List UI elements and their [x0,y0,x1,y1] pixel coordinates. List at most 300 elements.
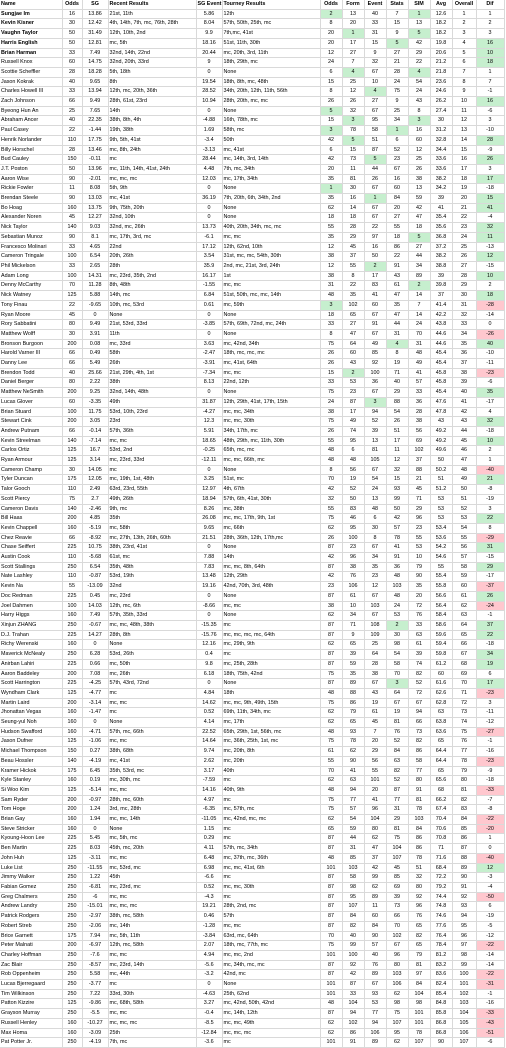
table-cell: 22.52 [196,727,222,737]
table-cell: mc, 41st [222,145,320,155]
table-cell: -33 [476,785,504,795]
table-cell: 78.4 [430,941,452,951]
table-cell: 65th, mc, mc [222,446,320,456]
player-name-cell: Paul Casey [0,126,62,136]
table-cell: 32nd, mc, 26th [108,223,196,233]
table-cell: 25 [386,106,408,116]
table-cell: 52 [342,485,364,495]
table-cell: 75 [320,417,342,427]
table-cell: mc, 33rd [108,339,196,349]
table-cell: None [222,543,320,553]
table-cell: -2.46 [82,504,108,514]
table-cell: mc, mc [222,921,320,931]
table-cell: 29 [408,504,430,514]
table-cell: 7.49 [82,48,108,58]
table-cell: 96 [408,514,430,524]
table-cell: 94 [342,785,364,795]
table-cell: mc, mc, 30th [222,417,320,427]
table-cell: 1 [342,29,364,39]
table-cell: 12 [408,145,430,155]
table-cell: 71 [430,844,452,854]
table-cell: 67 [408,698,430,708]
table-cell: 103 [408,815,430,825]
table-cell: 20 [320,164,342,174]
table-row [0,135,504,145]
table-cell: 59 [408,194,430,204]
table-cell: 8.1 [82,232,108,242]
table-cell: 27 [452,261,476,271]
table-cell: 103 [364,601,386,611]
table-cell: 19.21 [196,902,222,912]
table-cell: 200 [62,795,82,805]
table-cell: 34th, 20th, 12th, 11th, 56th [222,87,320,97]
table-cell: 250 [62,950,82,960]
table-cell: 0 [196,465,222,475]
table-cell: -7.6 [82,950,108,960]
table-cell: 29 [386,815,408,825]
table-cell: 87 [320,882,342,892]
table-cell: 38.8 [430,261,452,271]
column-header: SIM [408,0,430,9]
table-cell: 45 [62,213,82,223]
table-cell: 27 [386,213,408,223]
table-cell: 17.12 [196,242,222,252]
table-row [0,194,504,204]
table-cell: -6.35 [196,805,222,815]
table-cell: 67 [364,611,386,621]
table-cell: 46 [342,514,364,524]
table-cell: 57th, mc, 34th [222,844,320,854]
table-cell: mc, mc, 17th, 9th, 1st [222,514,320,524]
table-cell: -1 [476,989,504,999]
table-cell: 14.16 [196,785,222,795]
table-cell: 28th, 36th, 12th, 17th,mc [222,533,320,543]
table-cell: 86 [342,698,364,708]
table-cell: 225 [62,659,82,669]
table-cell: 160 [62,815,82,825]
table-cell: 12.97 [196,485,222,495]
table-cell: 102 [386,931,408,941]
table-cell: 20 [386,203,408,213]
table-cell: -9.65 [82,300,108,310]
table-cell: 87 [320,873,342,883]
table-cell: 87 [320,902,342,912]
table-cell: 8 [386,349,408,359]
table-cell: 3 [320,300,342,310]
table-cell: 39 [430,194,452,204]
table-row [0,892,504,902]
table-cell: 21.8 [430,67,452,77]
table-cell: 76 [408,611,430,621]
table-cell: 64 [364,650,386,660]
player-name-cell: Richy Werenski [0,640,62,650]
table-cell: 160 [62,727,82,737]
table-cell: 4.85 [82,514,108,524]
table-row [0,514,504,524]
table-row [0,203,504,213]
table-cell: 29 [386,388,408,398]
table-cell: 59.8 [430,650,452,660]
table-cell: 57th, 50th, 25th, mc [222,19,320,29]
table-cell: mc, mc [108,950,196,960]
table-cell: 140 [62,756,82,766]
table-cell: mc, 42nd, 50th, 42nd [222,999,320,1009]
table-cell: mc [222,795,320,805]
table-cell: 92 [408,892,430,902]
table-cell: 63 [408,630,430,640]
table-row [0,67,504,77]
table-cell: 70.6 [430,824,452,834]
table-cell: -0.97 [82,795,108,805]
table-cell: 75 [386,1009,408,1019]
table-cell: -3.84 [196,931,222,941]
player-name-cell: Stewart Cink [0,417,62,427]
table-row [0,504,504,514]
table-cell: 160 [62,1028,82,1038]
table-row [0,931,504,941]
table-cell: 38th, 8th, 4th [108,116,196,126]
table-cell: 86.8 [430,1018,452,1028]
table-cell: -7 [476,795,504,805]
table-cell: 53rd, 10th, 23rd [108,407,196,417]
table-cell: 4.97 [196,795,222,805]
table-cell: 32 [386,465,408,475]
table-cell: 14.62 [196,698,222,708]
table-cell: 101 [408,1018,430,1028]
table-cell: 81 [342,174,364,184]
table-cell: 40 [62,77,82,87]
table-row [0,553,504,563]
table-cell: 4th, 14th, 7th, mc, 76th, 28th [108,19,196,29]
table-cell: None [222,106,320,116]
player-name-cell: Kevin Streelman [0,436,62,446]
table-cell: 10 [476,271,504,281]
table-cell: -4.25 [82,679,108,689]
table-cell: 1 [476,834,504,844]
table-cell: 88 [408,465,430,475]
table-cell: 86 [408,747,430,757]
table-cell: 17 [476,679,504,689]
table-cell: 53rd, 19th [108,572,196,582]
table-cell: 71.6 [430,853,452,863]
table-row [0,485,504,495]
table-cell: 8.26 [196,504,222,514]
table-cell: 84 [364,921,386,931]
table-cell: 14.64 [196,737,222,747]
table-cell: 20th, 26th [108,252,196,262]
table-cell: 19 [386,708,408,718]
table-cell: 2 [386,621,408,631]
table-cell: 20.44 [196,48,222,58]
table-cell: 40th [222,766,320,776]
table-cell: 20.6 [430,48,452,58]
table-row [0,912,504,922]
table-cell: mc, 17th, 3rd, mc [108,232,196,242]
table-cell: 87 [320,970,342,980]
table-cell: 42 [408,203,430,213]
table-cell: 21st, 29th, 4th, 1st [108,368,196,378]
player-name-cell: Harold Varner III [0,349,62,359]
table-cell: 15 [386,19,408,29]
player-name-cell: Byeong Hun An [0,106,62,116]
table-cell: 125 [62,737,82,747]
table-cell: None [108,718,196,728]
table-cell: 42 [408,38,430,48]
table-cell: 18.16 [196,38,222,48]
table-cell: 42 [364,863,386,873]
table-cell: 28 [62,67,82,77]
table-cell: -15.01 [82,902,108,912]
player-name-cell: Denny McCarthy [0,281,62,291]
table-cell: -1.47 [82,708,108,718]
table-cell: 74.8 [430,902,452,912]
table-cell: 101 [320,863,342,873]
table-cell: mc, 20th [222,756,320,766]
player-name-cell: Rory Sabbatini [0,320,62,330]
table-cell: 23 [342,543,364,553]
table-cell: mc, 42nd, 34th [222,339,320,349]
table-cell: 4.48 [196,164,222,174]
table-cell: 37 [430,291,452,301]
table-cell: -8 [476,485,504,495]
table-row [0,116,504,126]
table-row [0,902,504,912]
player-name-cell: Matthew NeSmith [0,388,62,398]
table-cell: 2.07 [196,941,222,951]
table-cell: 18 [476,58,504,68]
table-cell: -6 [82,892,108,902]
table-cell: 12.05 [82,475,108,485]
table-cell: -23 [476,756,504,766]
table-cell: 28 [452,271,476,281]
table-cell: 3 [476,698,504,708]
table-cell: 10 [342,601,364,611]
table-cell: 47 [364,844,386,854]
table-cell: 62 [364,882,386,892]
table-cell: 23 [386,155,408,165]
table-cell: 77 [364,1009,386,1019]
player-name-cell: Grayson Murray [0,1009,62,1019]
player-name-cell: Wyndham Clark [0,688,62,698]
table-cell: 45.4 [430,349,452,359]
table-cell: 33.6 [430,155,452,165]
table-cell: 64 [452,621,476,631]
table-cell: mc, 11th, 14th, 41st, 24th [108,164,196,174]
table-cell: 125 [62,785,82,795]
table-cell: 67 [364,67,386,77]
table-cell: 58 [386,659,408,669]
table-cell: 12th, 10th, 2nd [108,29,196,39]
table-row [0,980,504,990]
table-cell: 84 [342,912,364,922]
table-cell: 24 [386,601,408,611]
table-cell: 3 [476,164,504,174]
table-cell: 9.65 [82,77,108,87]
table-cell: mc, 20th, 3rd, 11th [222,48,320,58]
table-cell: mc, 41st [108,194,196,204]
table-cell: 38 [364,669,386,679]
table-cell: 87 [320,844,342,854]
table-cell: 7 [342,58,364,68]
table-cell: mc, mc, 41st, 6th [222,863,320,873]
column-header: Tourney Results [222,0,320,9]
table-cell: 50 [386,504,408,514]
table-cell: 250 [62,882,82,892]
table-cell: 63 [342,776,364,786]
table-cell: 41 [364,291,386,301]
table-cell: 32nd, 10th [108,213,196,223]
table-cell: 160 [62,824,82,834]
table-cell: 79 [408,562,430,572]
table-cell: 55 [320,504,342,514]
table-cell: 6.18 [196,669,222,679]
table-cell: 70 [408,329,430,339]
table-cell: 24 [408,320,430,330]
table-cell: 82 [408,931,430,941]
table-cell: 3.91 [82,329,108,339]
table-cell: 51st, 11th, 30th [222,38,320,48]
table-cell: 33 [62,261,82,271]
table-cell: -7.14 [82,436,108,446]
column-header: Odds [320,0,342,9]
table-cell: None [222,388,320,398]
table-cell: -18 [476,640,504,650]
table-cell: 45 [62,310,82,320]
table-cell: 83 [342,504,364,514]
table-cell: 8th, 48th [108,281,196,291]
table-row [0,174,504,184]
table-cell: 22nd, 12th [222,378,320,388]
table-cell: 75 [386,87,408,97]
table-cell: 94 [452,912,476,922]
table-cell: 100 [62,252,82,262]
table-cell: 99 [342,941,364,951]
table-row [0,572,504,582]
table-cell: 48 [386,591,408,601]
table-cell: 12th, 62nd, 10th [222,242,320,252]
table-cell: 26 [320,533,342,543]
table-cell: 34 [386,116,408,126]
table-row [0,669,504,679]
table-cell: 65 [430,737,452,747]
player-name-cell: Hudson Swafford [0,727,62,737]
table-cell: 0.4 [196,650,222,660]
table-cell: 20 [364,737,386,747]
table-row [0,155,504,165]
table-cell: 77 [386,795,408,805]
table-cell: -14 [476,960,504,970]
player-name-cell: Patton Kizzire [0,999,62,1009]
player-name-cell: Brendan Steele [0,194,62,204]
table-cell: 65.6 [430,776,452,786]
table-cell: -8.57 [82,960,108,970]
table-cell: 13.94 [82,87,108,97]
player-name-cell: Nick Watney [0,291,62,301]
table-cell: 7th, mc, 34th [222,164,320,174]
table-cell: -18 [476,184,504,194]
table-cell: 66.2 [430,795,452,805]
table-cell: -8.5 [196,1018,222,1028]
table-cell: 60 [342,349,364,359]
table-cell: 53rd, 2nd [108,446,196,456]
table-cell: 0.45 [82,591,108,601]
table-row [0,368,504,378]
table-cell: 4.84 [196,688,222,698]
table-row [0,582,504,592]
table-cell: mc, mc [108,737,196,747]
table-row [0,824,504,834]
table-cell: 40th, 20th, 34th, mc, mc [222,223,320,233]
table-cell: None [222,329,320,339]
table-cell: 48 [320,853,342,863]
table-cell: 25 [452,242,476,252]
table-cell: mc, mc, 34th [222,407,320,417]
table-cell: -4.19 [82,756,108,766]
table-cell: 18.65 [196,436,222,446]
table-cell: 96 [386,950,408,960]
table-cell: 9.49 [82,320,108,330]
table-cell: 64.4 [430,747,452,757]
player-name-cell: Bill Haas [0,514,62,524]
table-cell: 4 [364,87,386,97]
table-row [0,873,504,883]
player-name-cell: Steve Stricker [0,824,62,834]
table-cell: 76 [408,912,430,922]
player-name-cell: Jason Dufner [0,737,62,747]
table-cell: mc, 25th, 28th [222,659,320,669]
table-cell: 7 [476,77,504,87]
table-cell: 107 [408,1038,430,1048]
table-cell: 7 [386,9,408,19]
player-name-cell: Aaron Wise [0,174,62,184]
table-row [0,494,504,504]
table-cell: 0 [196,591,222,601]
player-name-cell: Kevin Chappell [0,523,62,533]
table-row [0,882,504,892]
table-cell: 6.54 [82,252,108,262]
table-cell: 87 [320,912,342,922]
table-cell: 102 [342,1018,364,1028]
table-cell: -19 [476,912,504,922]
table-cell: 26 [342,97,364,107]
table-cell: 33 [342,989,364,999]
table-cell: 26 [408,164,430,174]
table-cell: None [222,310,320,320]
table-cell: mc, mc, 2nd [222,950,320,960]
table-cell: 97 [452,941,476,951]
table-cell: 19 [342,475,364,485]
table-cell: 18 [476,291,504,301]
table-cell: 71 [408,494,430,504]
table-cell: 18th, 8th, mc, 48th [222,77,320,87]
table-cell: 32nd, 14th, 22nd [108,48,196,58]
table-cell: 48 [342,456,364,466]
table-cell: mc [222,1038,320,1048]
table-cell: 43 [452,417,476,427]
table-cell: -4.71 [82,727,108,737]
table-cell: 56 [364,756,386,766]
table-cell: 7.22 [82,989,108,999]
table-cell: 55.4 [430,572,452,582]
table-cell: 41.4 [430,300,452,310]
table-cell: 82 [408,737,430,747]
table-cell: -4.77 [82,688,108,698]
table-cell: -28 [476,300,504,310]
table-cell: 18 [408,223,430,233]
table-cell: 55 [320,756,342,766]
table-cell: 94 [408,708,430,718]
table-cell: 66 [62,359,82,369]
